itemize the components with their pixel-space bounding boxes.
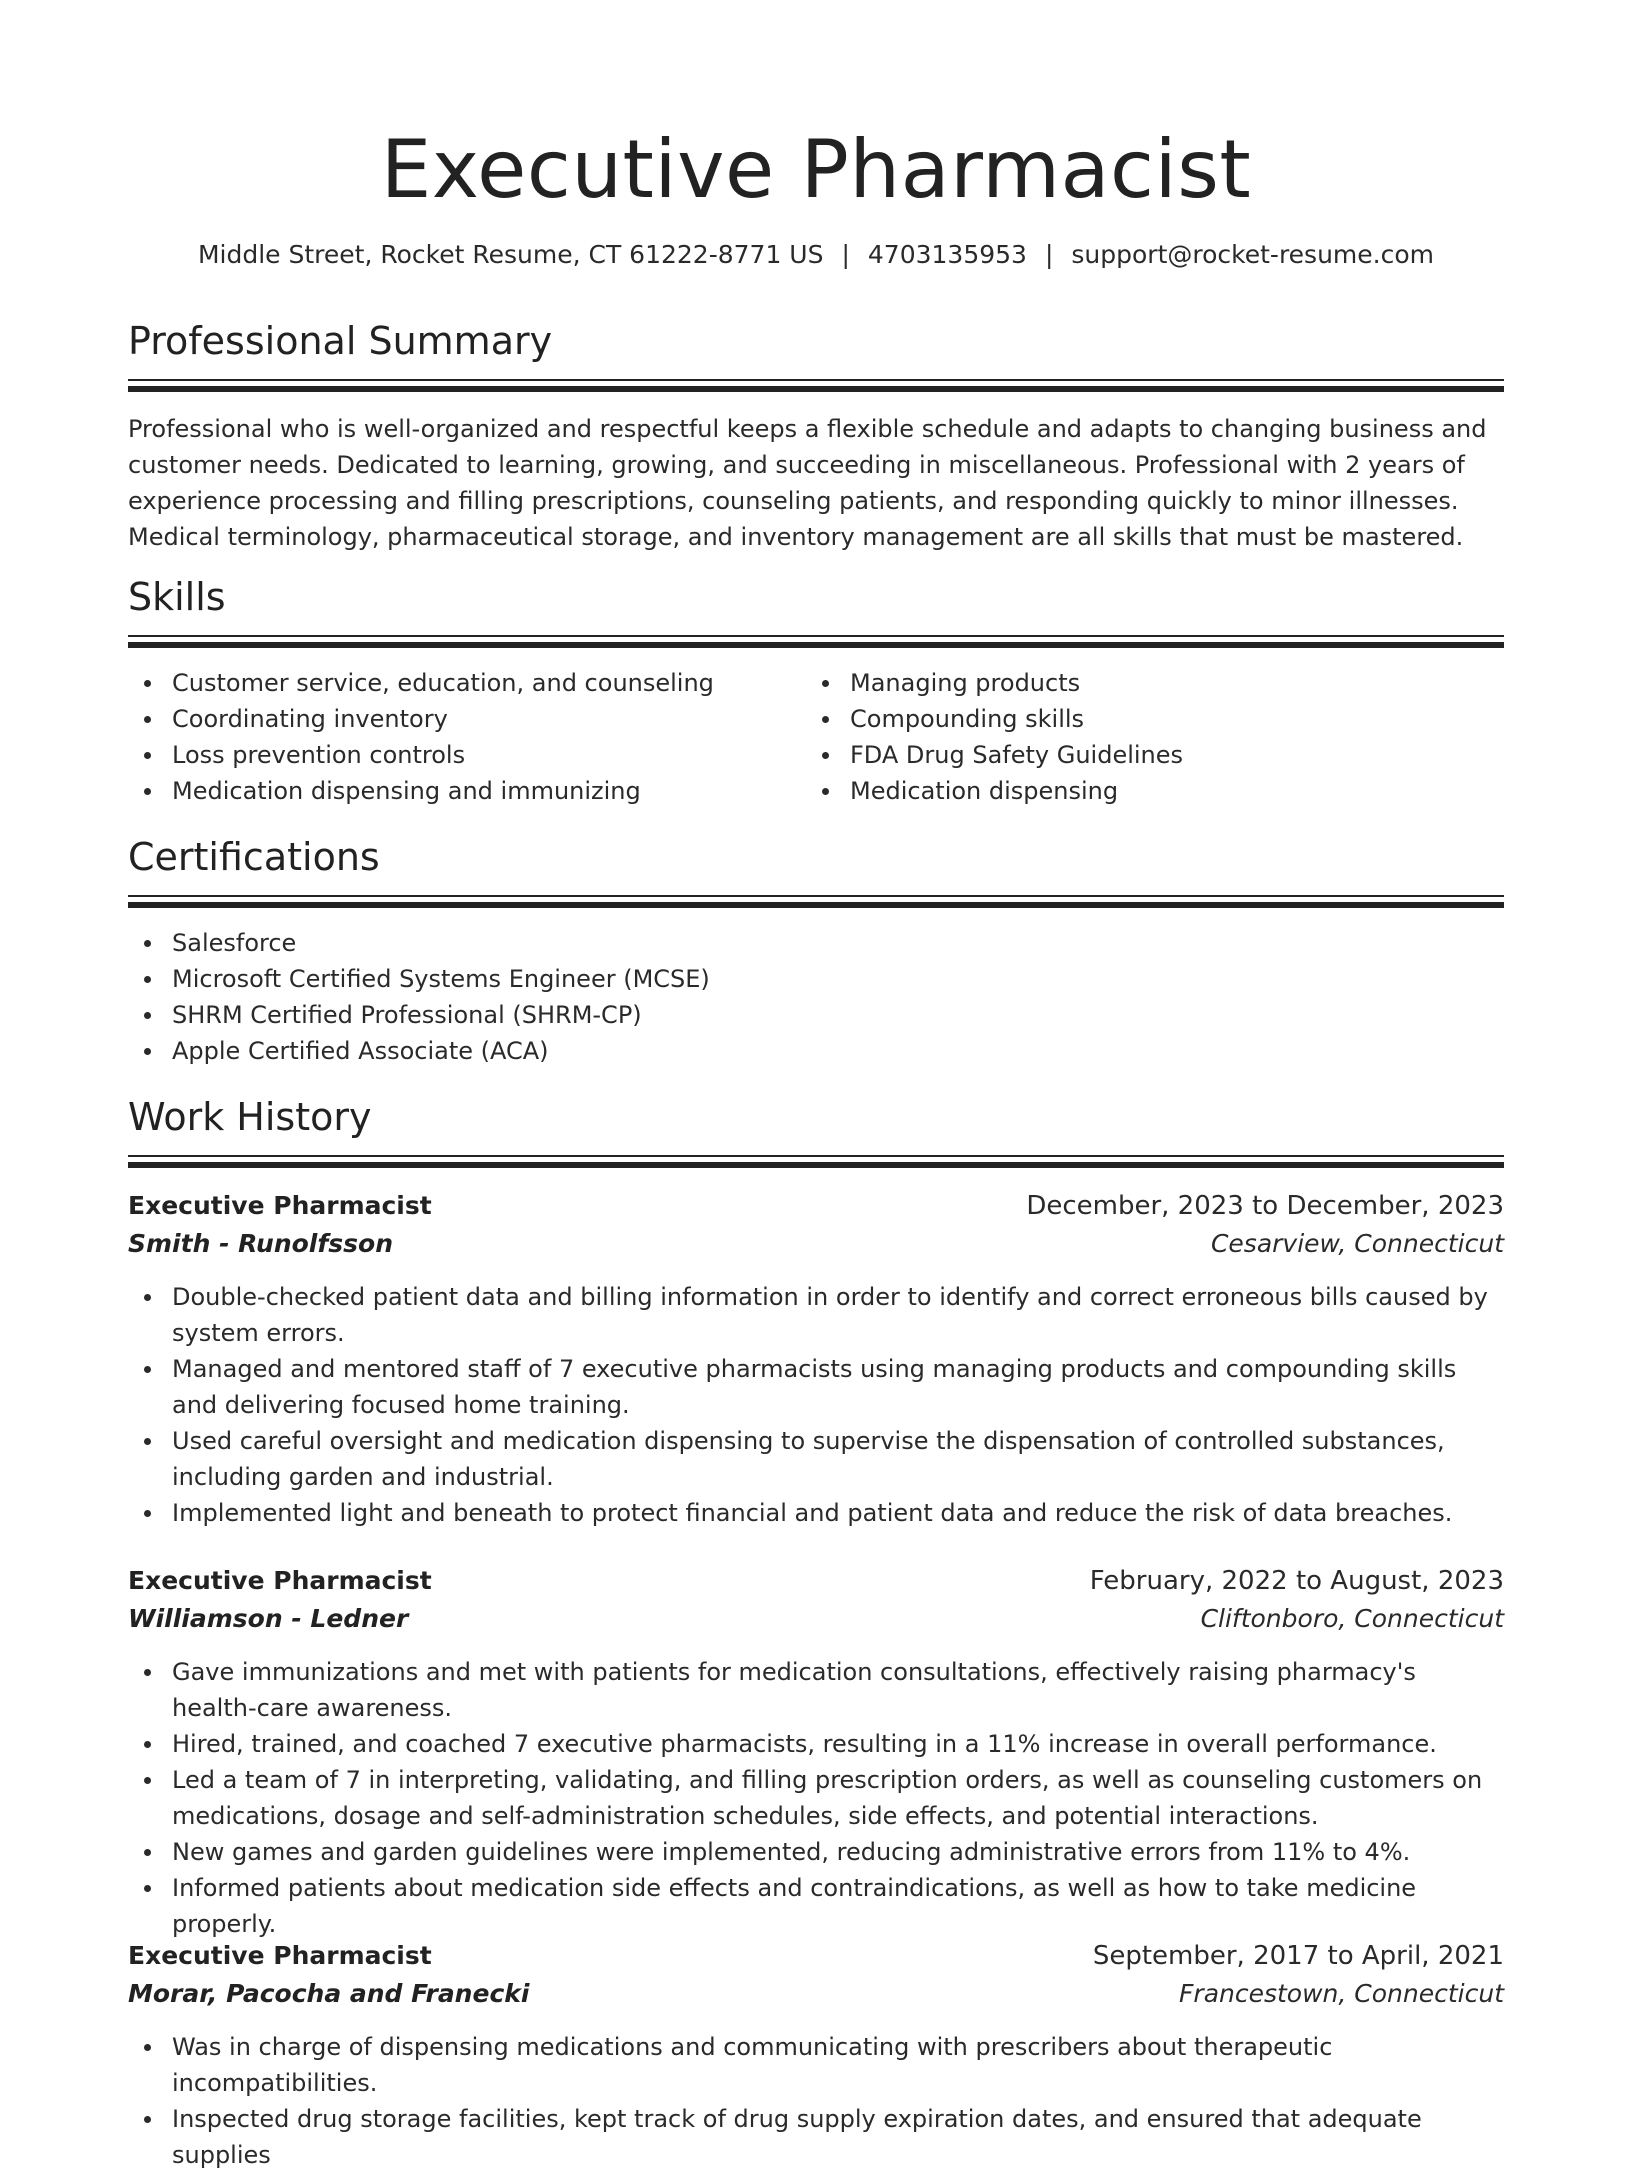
section-divider xyxy=(128,635,1504,649)
summary-section xyxy=(128,317,1504,555)
job-bullets xyxy=(128,1279,1504,1531)
summary-title: Professional Summary xyxy=(128,319,553,363)
skill-item: Coordinating inventory xyxy=(172,701,806,737)
job-bullet: Managed and mentored staff of 7 executive pharmacists using managing products and compounding skills and delivering focused home training. xyxy=(172,1351,1504,1423)
job-bullet: New games and garden guidelines were implemented, reducing administrative errors from 11% to 4%. xyxy=(172,1834,1504,1870)
job-bullet: Implemented light and beneath to protect financial and patient data and reduce the risk of data breaches. xyxy=(172,1495,1504,1531)
job-entry xyxy=(128,1187,1504,1531)
job-bullet: Inspected drug storage facilities, kept track of drug supply expiration dates, and ensured that adequate supplies xyxy=(172,2101,1504,2173)
skill-item: Compounding skills xyxy=(850,701,1484,737)
certifications-title: Certifications xyxy=(128,835,380,879)
skill-item: Medication dispensing xyxy=(850,773,1484,809)
resume-name-heading: Executive Pharmacist xyxy=(380,123,1252,216)
skill-item: Managing products xyxy=(850,665,1484,701)
contact-email: support@rocket-resume.com xyxy=(1071,240,1435,269)
job-company: Williamson - Ledner xyxy=(128,1604,409,1633)
section-divider xyxy=(128,1155,1504,1169)
job-location: Cesarview, Connecticut xyxy=(1210,1229,1504,1258)
skill-item: Medication dispensing and immunizing xyxy=(172,773,806,809)
job-bullet: Led a team of 7 in interpreting, validating, and filling prescription orders, as well as counseling customers on medications, dosage and self-administration schedules, side effects, and potential interactions. xyxy=(172,1762,1504,1834)
job-bullets xyxy=(128,1654,1504,1942)
skills-title: Skills xyxy=(128,575,226,619)
contact-line xyxy=(128,238,1504,272)
job-bullet: Informed patients about medication side effects and contraindications, as well as how to take medicine properly. xyxy=(172,1870,1504,1942)
section-divider xyxy=(128,379,1504,393)
section-divider xyxy=(128,895,1504,909)
job-bullet: Was in charge of dispensing medications and communicating with prescribers about therapeutic incompatibilities. xyxy=(172,2029,1504,2101)
work-history-title: Work History xyxy=(128,1095,372,1139)
skills-columns xyxy=(128,665,1504,809)
job-entry xyxy=(128,1562,1504,1942)
job-title: Executive Pharmacist xyxy=(128,1941,432,1970)
work-history-section xyxy=(128,1093,1504,1169)
job-entry xyxy=(128,1937,1504,2173)
job-company: Morar, Pacocha and Franecki xyxy=(128,1979,530,2008)
job-company: Smith - Runolfsson xyxy=(128,1229,393,1258)
job-dates: September, 2017 to April, 2021 xyxy=(1092,1941,1504,1971)
certification-item: Salesforce xyxy=(172,925,1504,961)
job-bullet: Hired, trained, and coached 7 executive pharmacists, resulting in a 11% increase in overall performance. xyxy=(172,1726,1504,1762)
job-bullet: Gave immunizations and met with patients for medication consultations, effectively raising pharmacy's health-care awareness. xyxy=(172,1654,1504,1726)
job-dates: December, 2023 to December, 2023 xyxy=(1026,1191,1504,1221)
contact-address: Middle Street, Rocket Resume, CT 61222-8771 US xyxy=(197,240,824,269)
contact-phone: 4703135953 xyxy=(867,240,1027,269)
job-location: Francestown, Connecticut xyxy=(1179,1979,1504,2008)
skill-item: FDA Drug Safety Guidelines xyxy=(850,737,1484,773)
skill-item: Customer service, education, and counseling xyxy=(172,665,806,701)
skill-item: Loss prevention controls xyxy=(172,737,806,773)
job-bullet: Double-checked patient data and billing information in order to identify and correct erroneous bills caused by system errors. xyxy=(172,1279,1504,1351)
job-title: Executive Pharmacist xyxy=(128,1566,432,1595)
summary-text: Professional who is well-organized and respectful keeps a flexible schedule and adapts to changing business and customer needs. Dedicated to learning, growing, and succeeding in miscellaneous. Professional with 2 years of experience processing and filling prescriptions, counseling patients, and responding quickly to minor illnesses. Medical terminology, pharmaceutical storage, and inventory management are all skills that must be mastered. xyxy=(128,415,1487,551)
job-location: Cliftonboro, Connecticut xyxy=(1200,1604,1504,1633)
job-title: Executive Pharmacist xyxy=(128,1191,432,1220)
certifications-section xyxy=(128,833,1504,1069)
certification-item: SHRM Certified Professional (SHRM-CP) xyxy=(172,997,1504,1033)
skills-section xyxy=(128,573,1504,809)
job-bullet: Used careful oversight and medication dispensing to supervise the dispensation of controlled substances, including garden and industrial. xyxy=(172,1423,1504,1495)
contact-separator: | xyxy=(1044,240,1054,269)
job-bullets xyxy=(128,2029,1504,2173)
skills-column-left xyxy=(128,665,806,809)
skills-column-right xyxy=(806,665,1484,809)
certifications-list xyxy=(128,925,1504,1069)
certification-item: Microsoft Certified Systems Engineer (MCSE) xyxy=(172,961,1504,997)
contact-separator: | xyxy=(841,240,850,269)
certification-item: Apple Certified Associate (ACA) xyxy=(172,1033,1504,1069)
job-dates: February, 2022 to August, 2023 xyxy=(1089,1566,1504,1596)
